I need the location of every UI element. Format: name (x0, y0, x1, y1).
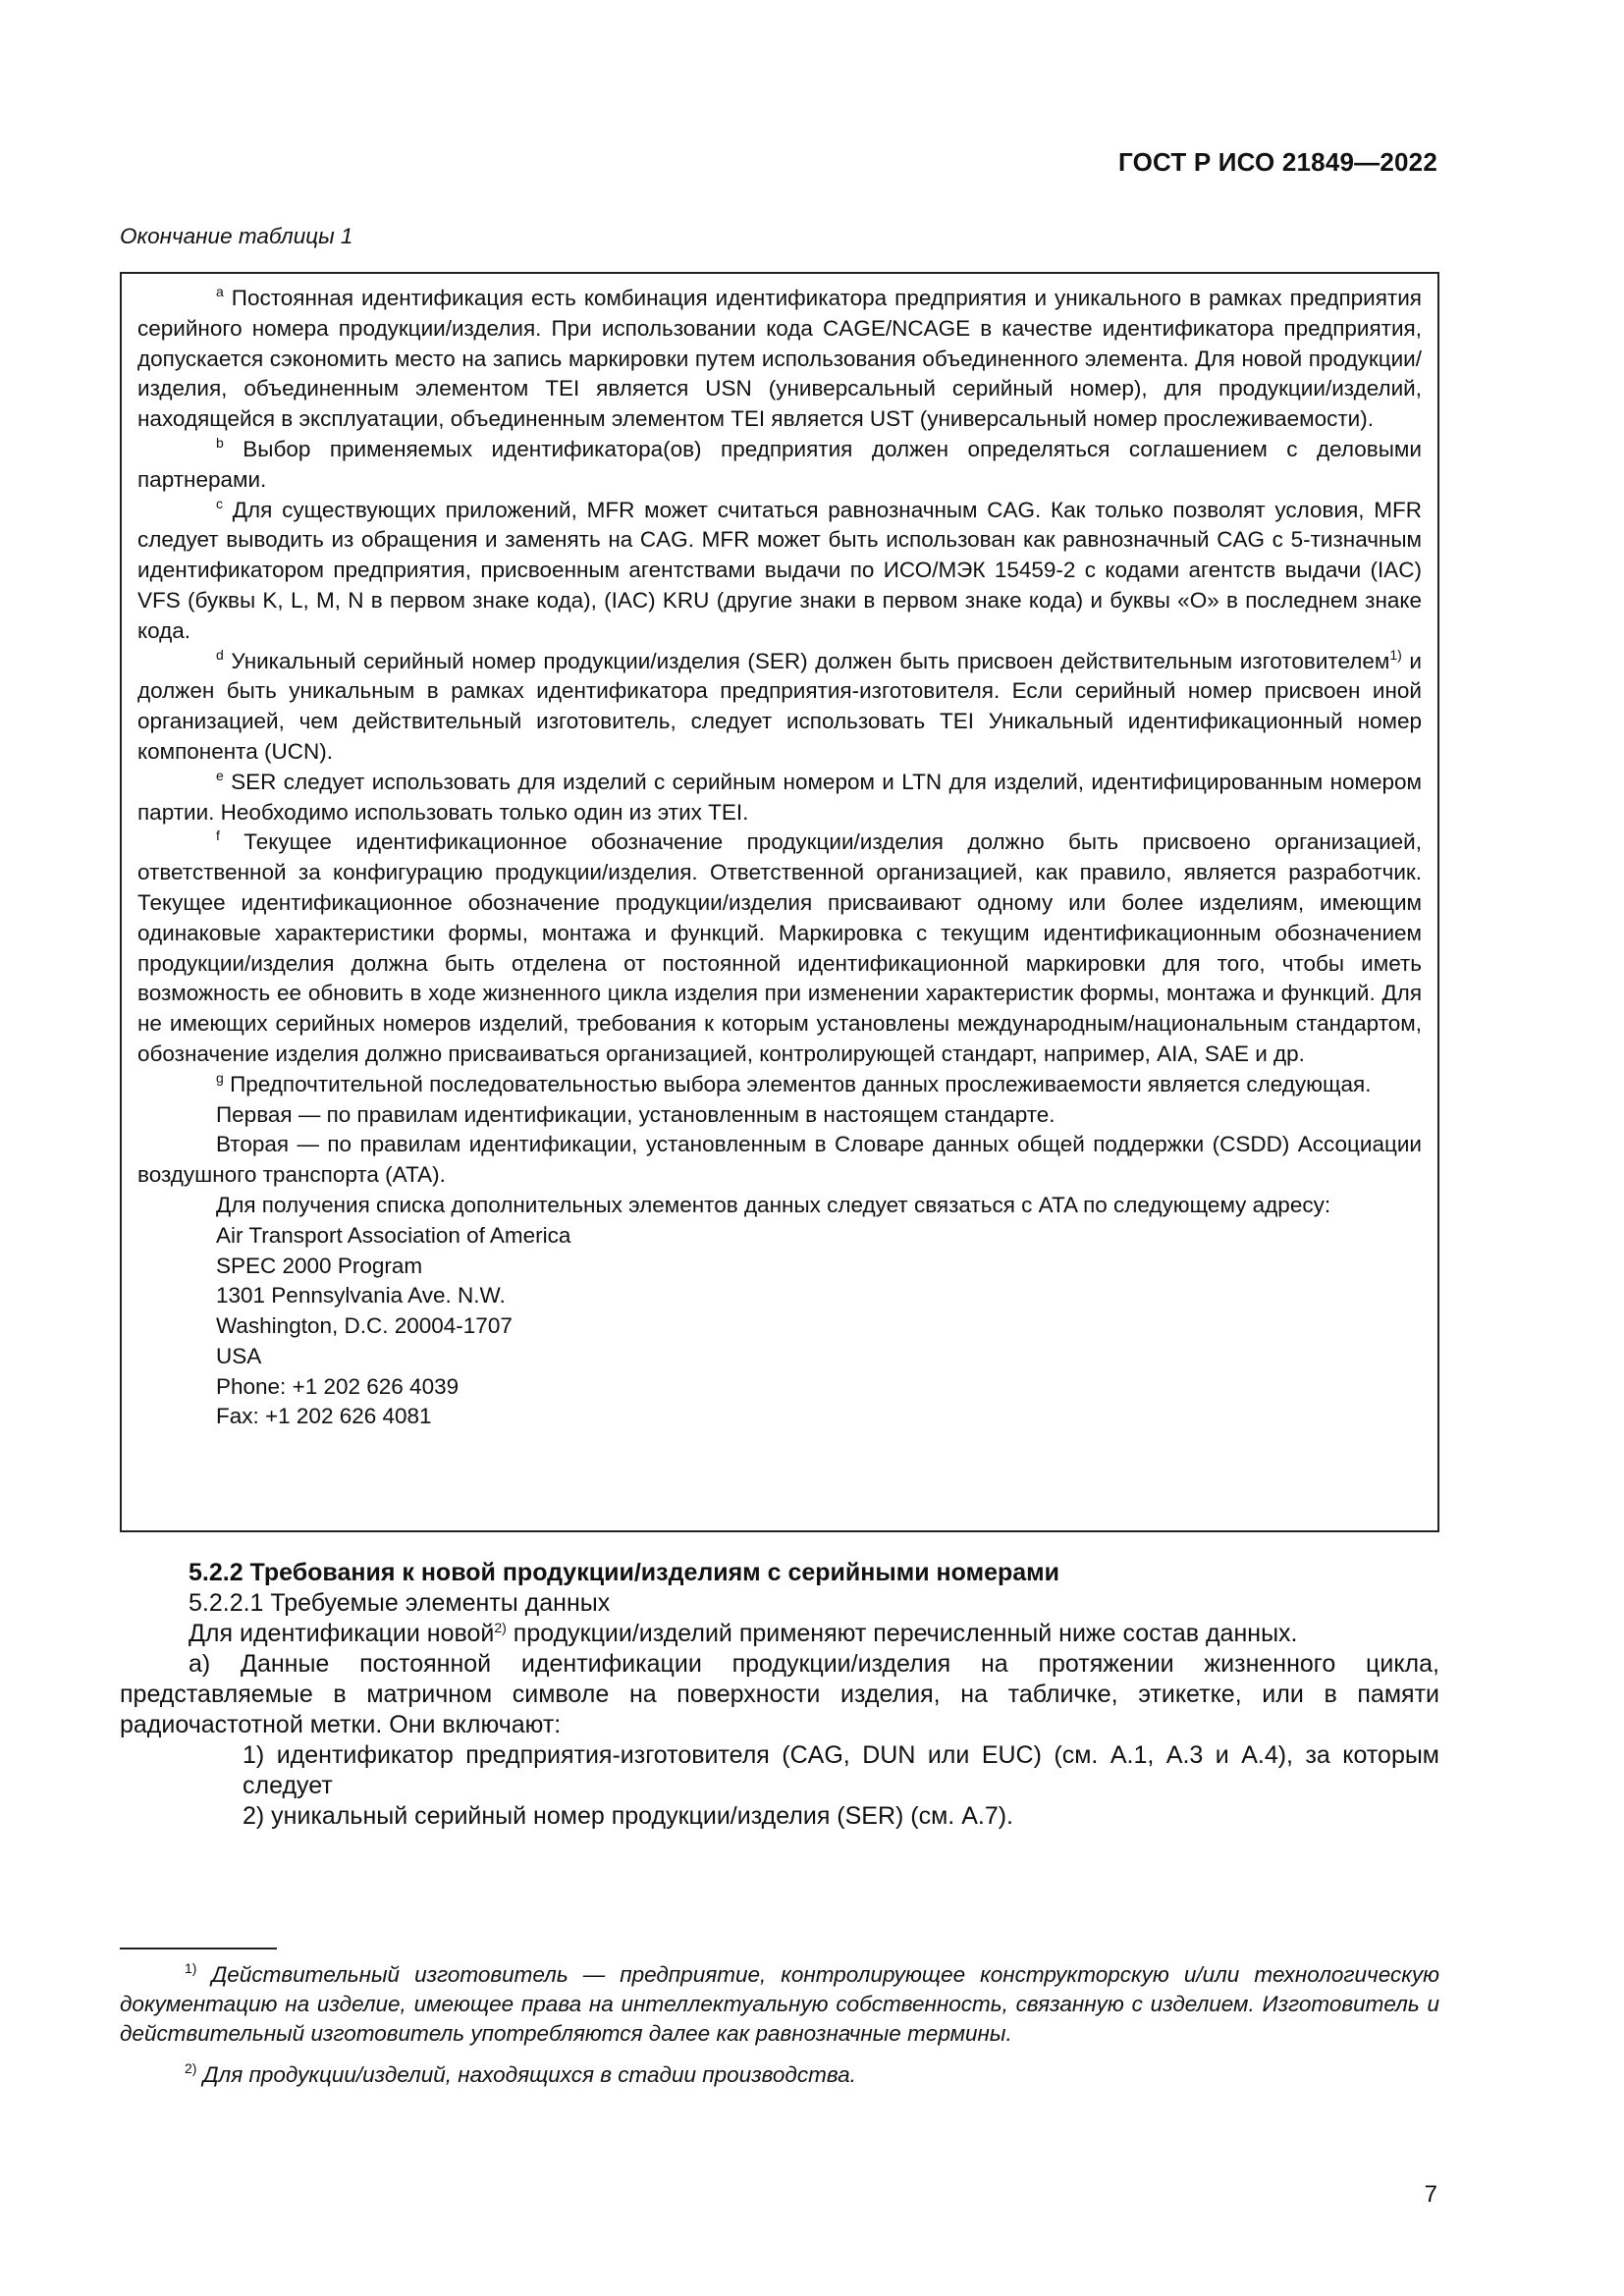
table-note-c (137, 496, 1422, 647)
list-item-2: 2) уникальный серийный номер продукции/изделия (SER) (см. А.7). (243, 1802, 1013, 1830)
subsection-heading: 5.2.2.1 Требуемые элементы данных (189, 1589, 611, 1617)
section-heading: 5.2.2 Требования к новой продукции/изделиям с серийными номерами (189, 1559, 1060, 1586)
table-note-e (137, 768, 1422, 828)
note-text: Выбор применяемых идентификатора(ов) предприятия должен определяться соглашением с деловыми партнерами. (137, 436, 1422, 492)
note-mark: a (216, 284, 224, 299)
note-text: SER следует использовать для изделий с серийным номером и LTN для изделий, идентифицированным номером партии. Необходимо использовать только один из этих TEI. (137, 769, 1422, 825)
note-g-second-priority: Вторая — по правилам идентификации, установленным в Словаре данных общей поддержки (CSDD) Ассоциации воздушного транспорта (ATA). (137, 1132, 1422, 1188)
intro-text: продукции/изделий применяют перечисленный ниже состав данных. (513, 1620, 1298, 1647)
note-text: Постоянная идентификация есть комбинация идентификатора предприятия и уникального в рамках предприятия серийного номера продукции/изделия. При использовании кода CAGE/NCAGE в качестве идентификатора предприятия, допускается сэкономить место на запись маркировки путем использования объединенного элемента. Для новой продукции/изделия, объединенным элементом TEI является USN (универсальный серийный номер), для продукции/изделий, находящейся в эксплуатации, объединенным элементом TEI является UST (универсальный номер прослеживаемости). (137, 286, 1422, 432)
footnote-reference: 2) (494, 1620, 507, 1635)
note-text: Текущее идентификационное обозначение продукции/изделия должно быть присвоено организацией, ответственной за конфигурацию продукции/изделия. Ответственной организацией, как правило, является разработчик. Текущее идентификационное обозначение продукции/изделия присваивают одному или более изделиям, имеющим одинаковые характеристики формы, монтажа и функций. Маркировка с текущим идентификационным обозначением продукции/изделия должна быть отделена от постоянной идентификационной маркировки для того, чтобы иметь возможность ее обновить в ходе жизненного цикла изделия при изменении характеристик формы, монтажа и функций. Для не имеющих серийных номеров изделий, требования к которым установлены международным/национальным стандартом, обозначение изделия должно присваиваться организацией, контролирующей стандарт, например, AIA, SAE и др. (137, 829, 1422, 1066)
contact-address (137, 1221, 1422, 1433)
table-note-g (137, 1070, 1422, 1100)
section-intro (120, 1619, 1439, 1649)
note-text: Уникальный серийный номер продукции/изделия (SER) должен быть присвоен действительным изготовителем (231, 648, 1390, 673)
footnote-2 (120, 2060, 1439, 2090)
table-note-d (137, 647, 1422, 768)
table-note-a (137, 284, 1422, 435)
note-g-contact-intro: Для получения списка дополнительных элементов данных следует связаться с ATA по следующему адресу: (216, 1192, 1331, 1217)
document-code: ГОСТ Р ИСО 21849—2022 (1117, 147, 1437, 177)
note-mark: c (216, 495, 223, 511)
address-line: USA (216, 1343, 262, 1368)
table-note-b (137, 435, 1422, 496)
footnote-reference: 1) (1389, 646, 1402, 663)
footnote-text: Действительный изготовитель — предприятие, контролирующее конструкторскую и/или технологическую документацию на изделие, имеющее права на интеллектуальную собственность, связанную с изделием. Изготовитель и действительный изготовитель употребляются далее как равнозначные термины. (120, 1962, 1439, 2046)
footnote-separator (120, 1948, 277, 1949)
note-text: Предпочтительной последовательностью выбора элементов данных прослеживаемости является следующая. (230, 1071, 1372, 1096)
address-line: 1301 Pennsylvania Ave. N.W. (216, 1283, 506, 1308)
footnote-1 (120, 1960, 1439, 2049)
table-note-f (137, 828, 1422, 1069)
note-g-first-priority: Первая — по правилам идентификации, установленным в настоящем стандарте. (216, 1101, 1056, 1127)
page-number: 7 (1424, 2181, 1437, 2208)
address-line: SPEC 2000 Program (216, 1253, 423, 1278)
footnotes (120, 1960, 1439, 2090)
note-mark: d (216, 646, 224, 663)
footnote-mark: 2) (185, 2060, 197, 2076)
address-line: Air Transport Association of America (216, 1222, 571, 1248)
list-item-a: а) Данные постоянной идентификации продукции/изделия на протяжении жизненного цикла, представляемые в матричном символе на поверхности изделия, на табличке, этикетке, или в памяти радиочастотной метки. Они включают: (120, 1650, 1439, 1738)
list-item-1: 1) идентификатор предприятия-изготовителя (CAG, DUN или EUC) (см. А.1, А.3 и А.4), за которым следует (243, 1741, 1439, 1799)
address-line: Washington, D.C. 20004-1707 (216, 1313, 513, 1339)
footnote-text: Для продукции/изделий, находящихся в стадии производства. (202, 2062, 856, 2087)
section-5-2-2 (120, 1558, 1439, 1832)
table-notes-box (120, 272, 1439, 1532)
address-fax: Fax: +1 202 626 4081 (216, 1404, 432, 1429)
address-phone: Phone: +1 202 626 4039 (216, 1373, 460, 1399)
note-mark: f (216, 828, 220, 844)
note-mark: b (216, 434, 224, 451)
table-continuation-caption: Окончание таблицы 1 (120, 224, 353, 248)
note-text: Для существующих приложений, MFR может считаться равнозначным CAG. Как только позволят условия, MFR следует выводить из обращения и заменять на CAG. MFR может быть использован как равнозначный CAG с 5-тизначным идентификатором предприятия, присвоенным агентствами выдачи по ИСО/МЭК 15459-2 с кодами агентств выдачи (IAC) VFS (буквы K, L, M, N в первом знаке кода), (IAC) KRU (другие знаки в первом знаке кода) и буквы «O» в последнем знаке кода. (137, 497, 1422, 643)
footnote-mark: 1) (185, 1960, 197, 1976)
note-mark: e (216, 767, 224, 783)
note-mark: g (216, 1069, 224, 1086)
note-text: и должен быть уникальным в рамках идентификатора предприятия-изготовителя. Если серийный номер присвоен иной организацией, чем действительный изготовитель, следует использовать TEI Уникальный идентификационный номер компонента (UCN). (137, 648, 1422, 764)
intro-text: Для идентификации новой (189, 1620, 495, 1647)
